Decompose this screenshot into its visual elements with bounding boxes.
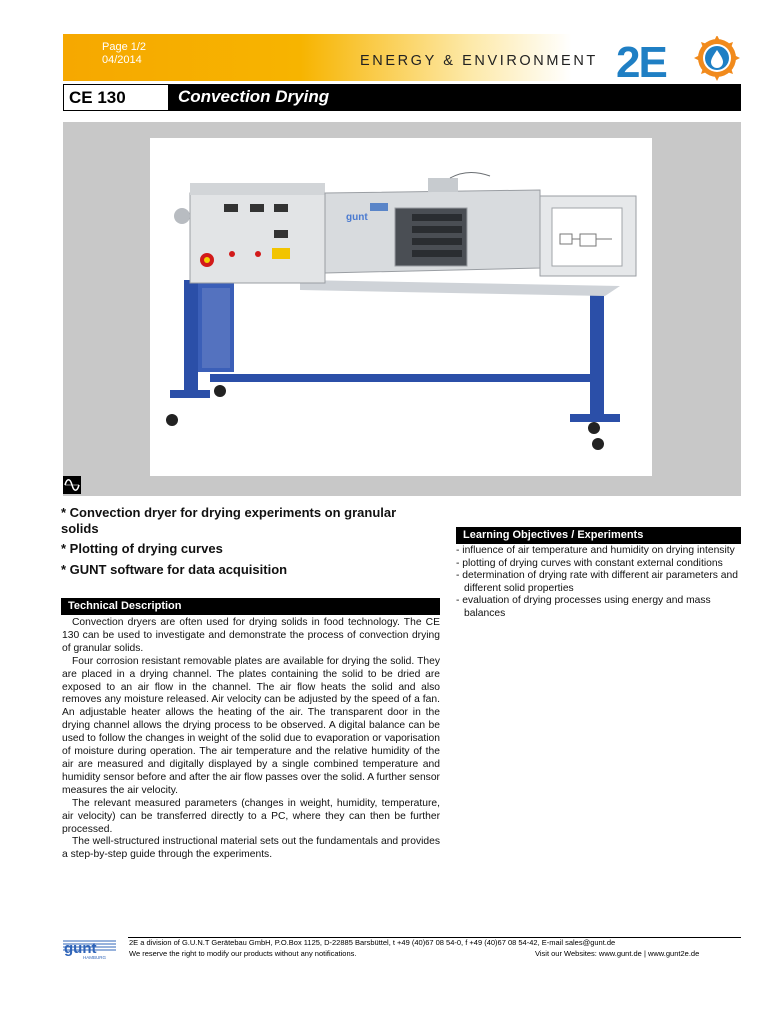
feature-gunt-software: * GUNT software for data acquisition [61,562,288,577]
page-info [102,41,146,67]
tech-desc-heading: Technical Description [61,598,440,615]
objective-item: - evaluation of drying processes using energy and mass balances [456,595,711,619]
brand-tagline: ENERGY & ENVIRONMENT [360,53,598,69]
page-number: Page 1/2 [102,41,147,53]
tech-desc-paragraph: Convection dryers are often used for drying solids in food technology. The CE 130 can be used to investigate and demonstrate the process of convection drying of granular solids. [62,617,440,654]
gunt-logo [63,938,116,960]
2e-logo-text: 2E [616,38,666,81]
gunt-logo-subtext: HAMBURG [83,955,107,960]
product-code: CE 130 [69,88,126,107]
tech-desc-paragraph: The relevant measured parameters (changes in weight, humidity, temperature, air velocity) can be transferred directly to a PC, where they can then be further processed. [62,797,440,835]
gunt-label: gunt [346,212,368,223]
tech-desc-paragraph: The well-structured instructional material sets out the fundamentals and provides a step-by-step guide through the experiments. [62,836,440,861]
objectives-list [456,545,741,621]
objectives-heading: Learning Objectives / Experiments [456,527,741,544]
2e-logo [614,36,741,81]
objective-item: - plotting of drying curves with constant external conditions [456,557,723,569]
gunt-logo-text: gunt [64,940,97,957]
objective-item: - influence of air temperature and humidity on drying intensity [456,545,735,556]
sine-wave-icon [63,476,81,494]
tech-desc-body [62,617,440,862]
tech-desc-paragraph: Four corrosion resistant removable plates are available for drying the solid. They are placed in a drying channel. The plates containing the solid to be dried are exposed to an air flow in the channel. The air flow heats the solid and also removes any moisture released. Air velocity can be adjusted by the speed of a fan. An adjustable heater allows the heating of the air. The transparent door in the drying channel allows the drying process to be observed. A digital balance can be used to follow the changes in weight of the solid due to evaporation or vaporisation of moisture during operation. The air temperature and the relative humidity of the air are measured and digitally displayed by a single combined temperature and humidity sensor before and after the air flow passes over the solid. A further sensor measures the air velocity. [62,655,440,796]
product-photo [150,138,652,476]
footer-disclaimer: We reserve the right to modify our products without any notifications. [129,949,357,958]
feature-drying-curves: * Plotting of drying curves [61,541,223,556]
footer-websites[interactable]: Visit our Websites: www.gunt.de | www.gunt2e.de [535,949,700,958]
feature-convection-dryer: * Convection dryer for drying experiments on granular solids [61,505,397,536]
issue-date: 04/2014 [102,54,142,66]
objective-item: - determination of drying rate with different air parameters and different solid properties [456,570,738,594]
product-title: Convection Drying [178,87,330,106]
footer-address: 2E a division of G.U.N.T Gerätebau GmbH, P.O.Box 1125, D-22885 Barsbüttel, t +49 (40)67 08 54-0, f +49 (40)67 08 54-42, E-mail sales@gunt.de [129,938,616,947]
